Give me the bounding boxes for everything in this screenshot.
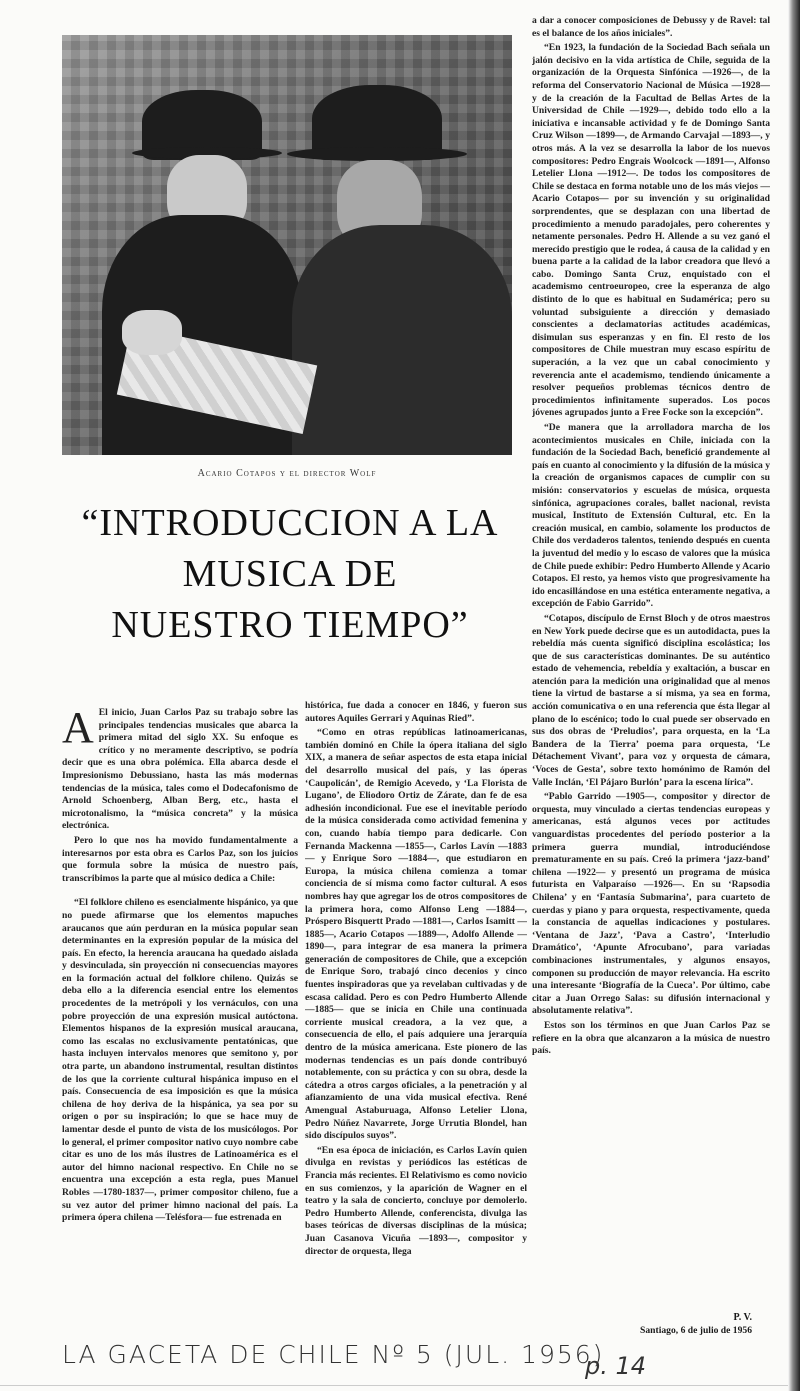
article-title — [40, 498, 540, 651]
hat-brim-right — [287, 147, 467, 161]
photo-caption: Acario Cotapos y el director Wolf — [197, 468, 377, 479]
author-signature: P. V. — [733, 1312, 752, 1323]
photo-cotapos-and-wolf — [62, 35, 512, 455]
paragraph: “El folklore chileno es esencialmente hispánico, ya que no puede afirmarse que los elementos mapuches araucanos que aún perduran en la música popular sean determinantes en la expresión popular de la música del país. En efecto, la herencia araucana ha quedado aislada y desvinculada, sin proyección ni consecuencias mayores en la formación actual del folklore chileno. Quizás se deba ello a la diferencia esencial entre los elementos procedentes de la metrópoli y los vernáculos, con una pobre proyección de una expresión musical autóctona. Elementos hispanos de la expresión musical araucana, como las escalas no exclusivamente pentatónicas, que hasta incluyen intervalos menores que semitono y, por otra parte, un abandono instrumental, resultan distintos de los que la corriente cultural hispánica impuso en el país. Consecuencia de esa imposición es que la música chilena de hoy deriva de la hispánica, ya sea por su origen o por su inspiración; lo que se hace muy de lamentar desde el punto de vista de los musicólogos. Por lo general, el primer compositor nativo cuyo nombre cabe citar es uno de los más ilustres de Latinoamérica es el autor del himno nacional respectivo. En Chile no se encuentra una excepción a esta regla, pues Manuel Robles —1780-1837—, primer compositor chileno, fue a su vez autor del primer himno nacional del país. La primera ópera chilena —Telésfora— fue estrenada en — [62, 897, 298, 1224]
paragraph: “Cotapos, discípulo de Ernst Bloch y de otros maestros en New York puede decirse que es un autodidacta, pues la rebeldía más cuenta significó disciplina escolástica; los que de sus características dominantes. De su auténtico estado de vehemencia, rebeldía y exaltación, a buscar en atención para la medición una originalidad que al menos tiene la virtud de bastarse a sí misma, ya sea en forma, acción comunicativa o en una referencia que ésta llegar al plano de lo escénico; todo lo cual puede ser observado en sus dos obras de ‘Preludios’, para orquesta, en la ‘La Bandera de la Tierra’ poema para orquesta, ‘Le Détachement Vivant’, para voz y orquesta de cámara, ‘Voces de Gesta’, sobre texto homónimo de Ramón del Valle Inclán, ‘El Pájaro Burlón’ para la escena lírica”. — [532, 612, 770, 788]
title-line: “INTRODUCCION A LA — [81, 502, 499, 544]
paragraph: Pero lo que nos ha movido fundamentalmente a interesarnos por esta obra es Carlos Paz, son los juicios que formula sobre la música de nuestro país, transcribimos la parte que al músico dedica a Chile: — [62, 834, 298, 884]
title-line: NUESTRO TIEMPO” — [111, 604, 469, 646]
article-column-2 — [305, 700, 527, 1305]
bottom-rule — [0, 1385, 788, 1386]
drop-cap: A — [62, 707, 94, 752]
dateline: Santiago, 6 de julio de 1956 — [640, 1325, 752, 1336]
paragraph: a dar a conocer composiciones de Debussy y de Ravel: tal es el balance de los años iniciales”. — [532, 15, 770, 39]
paragraph: “En 1923, la fundación de la Sociedad Bach señala un jalón decisivo en la vida artística de Chile, seguida de la organización de la Orquesta Sinfónica —1926—, de la reforma del Conservatorio Nacional de Música —1928— y de la creación de la Facultad de Bellas Artes de la Universidad de Chile —1929—, debido todo ello a la iniciativa e incansable actividad y fe de Domingo Santa Cruz Wilson —1899—, de Armando Carvajal —1893—, y otros más. A la vez se desarrolla la labor de los nuevos compositores: Pedro Engrais Woolcock —1891—, Alfonso Letelier Llona —1912—. De todos los compositores de Chile se destaca en forma notable uno de los más viejos —Acario Cotapos— por su invención y su originalidad sorprendentes, que se desplazan con una libertad de procedimiento a menudo paradojales, pero coherentes y netamente personales. Pedro H. Allende a su vez ganó el merecido prestigio que le rodea, á causa de la calidad y en buena parte a la calidad de la labor creadora que llevó a cabo. Domingo Santa Cruz, enquistado con el academismo centroeuropeo, cree la esperanza de algo distinto de lo que es habitual en Sudamérica; pero su voluntad subsiguiente a dirección y demasiado conscientes a declamatorias actitudes académicas, disimulan sus esperanzas y en fin. El resto de los compositores de Chile muestran muy escaso espíritu de superación, a la vez que un cabal conocimiento y reverencia ante el academismo, tendiendo únicamente a resolver pequeños problemas técnicos dentro de procedimientos infinitamente superados. Los pocos jóvenes agrupados junto a Free Focke son la excepción”. — [532, 42, 770, 419]
handwritten-source-note: LA GACETA DE CHILE Nº 5 (JUL. 1956) — [62, 1340, 605, 1369]
paragraph: Estos son los términos en que Juan Carlos Paz se refiere en la obra que alcanzaron a la música de nuestro país. — [532, 1019, 770, 1057]
paragraph: “Pablo Garrido —1905—, compositor y director de orquesta, muy vinculado a ciertas tendencias europeas y americanas, está algunos veces por actitudes vanguardistas procedentes del período posterior a la primera guerra mundial, introduciéndose prematuramente en su país. Creó la primera ‘jazz-band’ chilena —1922— y presentó un programa de música futurista en Valparaíso —1926—. En su ‘Rapsodia Chilena’ y en ‘Fantasía Submarina’, para cuarteto de cuerdas y piano y para orquesta, respectivamente, queda la constancia de aquellas indicaciones y postulares. ‘Ventana de Jazz’, ‘Pava a Castro’, ‘Interludio Dramático’, ‘Apunte Afrocubano’, para variadas combinaciones instrumentales, y algunos ensayos, componen su producción de mayor relevancia. Ha escrito una interesante ‘Biografía de la Cueca’. Por último, cabe citar a Juan Orrego Salas: su difusión internacional y absolutamente relativa”. — [532, 791, 770, 1017]
scan-edge — [788, 0, 800, 1391]
paragraph: “Como en otras repúblicas latinoamericanas, también dominó en Chile la ópera italiana del siglo XIX, a manera de señar aspectos de esta etapa inicial del desarrollo musical del país, y las óperas ‘Caupolicán’, de Remigio Acevedo, y ‘La Florista de Lugano’, de Eliodoro Ortiz de Zárate, dan fe de esa adhesión incondicional. Fue ese el inevitable período de la música considerada como actividad femenina y con, cuando había tiempo para dedicarle. Con Fernanda Mackenna —1855—, Carlos Lavín —1883— y Enrique Soro —1884—, que estudiaron en Europa, la música chilena comienza a tomar conciencia de sí misma como factor cultural. A esos nombres hay que agregar los de otros compositores de la primera hora, como Alfonso Leng —1884—, Próspero Bisquertt Prado —1881—, Carlos Isamitt —1885—, Acario Cotapos —1889—, Adolfo Allende —1890—, para integrar de esa manera la primera generación de compositores de Chile, que a excepción de Enrique Soro, trabajó cinco decenios y cinco fuentes inspiradoras que ya revelaban cultivadas y de escasa calidad. Pero es con Pedro Humberto Allende —1885— que se inicia en Chile una continuada corriente musical creadora, a la vez que, a consecuencia de ello, el país adquiere una jerarquía dentro de la música americana. Este pionero de las modernas tendencias es un país donde contribuyó notablemente, con su práctica y con su obra, desde la cátedra a otros cargos oficiales, a la penetración y al afianzamiento de una vida musical efectiva. René Amengual Astaburuaga, Alfonso Letelier Llona, Pedro Núñez Navarrete, Jorge Urrutia Blondel, han sido discípulos suyos”. — [305, 727, 527, 1142]
handwritten-page-number: p. 14 — [585, 1352, 647, 1380]
article-column-3 — [532, 15, 770, 1305]
hand — [122, 310, 182, 355]
body-right — [292, 225, 512, 455]
article-column-1 — [62, 707, 298, 1302]
title-line: MUSICA DE — [182, 553, 398, 595]
paragraph: “En esa época de iniciación, es Carlos Lavín quien divulga en revistas y periódicos las estéticas de Francia más recientes. El Relativismo es como novicio en sus comienzos, y la aparición de Wagner en el teatro y la sala de concierto, concluye por demolerlo. Pedro Humberto Allende, conferencista, divulga las bases teóricas de diversas disciplinas de la música; Juan Casanova Vicuña —1893—, compositor y director de orquesta, llega — [305, 1144, 527, 1257]
paragraph: histórica, fue dada a conocer en 1846, y fueron sus autores Aquiles Gerrari y Aquinas Ried”. — [305, 700, 527, 724]
paragraph: El inicio, Juan Carlos Paz su trabajo sobre las principales tendencias musicales que abarca la primera mitad del siglo XX. Su enfoque es crítico y no meramente descriptivo, se podría decir que es una obra polémica. Ella abarca desde el Impresionismo Debussiano, hasta las más modernas tendencias de la música, tales como el Dodecafonismo de Arnold Schoenberg, Alban Berg, etc., hasta el microtonalismo, la “música concreta” y la música electrónica. — [62, 707, 298, 832]
paragraph: “De manera que la arrolladora marcha de los acontecimientos musicales en Chile, iniciada con la fundación de la Sociedad Bach, benefició grandemente al país en cuanto al conocimiento y la difusión de la música y la creación de organismos capaces de cumplir con su misión: conservatorios y escuelas de música, orquesta sinfónica, agrupaciones corales, ballet nacional, revista musical, Instituto de Extensión Cultural, etc. En la creación musical, en cambio, solamente los productos de Chile dos verdaderos talentos, teniendo después en cuenta la juventud del medio y lo escaso de valores que la música de Chile puede exhibir: Pedro Humberto Allende y Acario Cotapos. El resto, ya hemos visto que progresivamente ha ido encasillándose en una estética enteramente negativa, a excepción de Fabio Garrido”. — [532, 422, 770, 610]
